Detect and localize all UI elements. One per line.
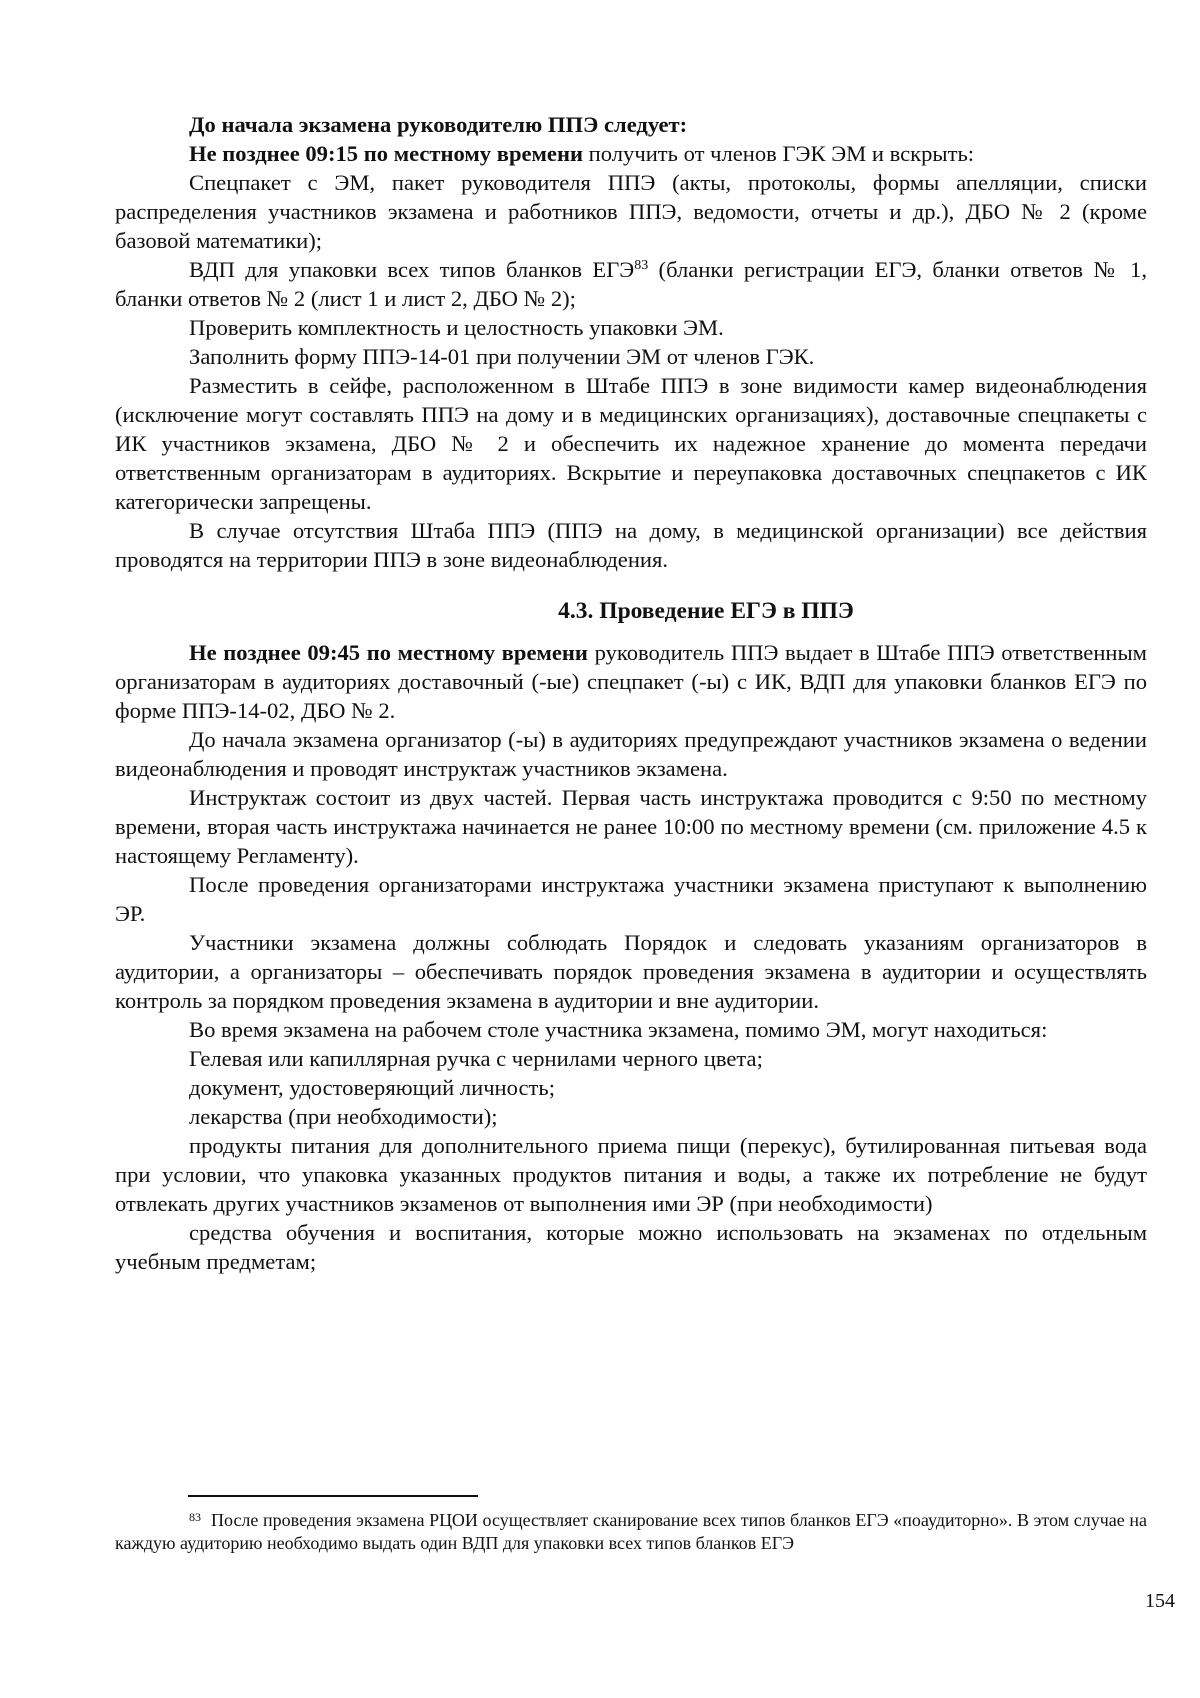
list-item-medicine: лекарства (при необходимости); xyxy=(189,1104,498,1129)
paragraph-specpacket: Спецпакет с ЭМ, пакет руководителя ППЭ (акты, протоколы, формы апелляции, списки распределения участников экзамена и работников ППЭ, ведомости, отчеты и др.), ДБО № 2 (кроме базовой математики); xyxy=(115,170,1147,253)
paragraph-deadline-0915 xyxy=(115,139,1147,168)
paragraph-no-hq: В случае отсутствия Штаба ППЭ (ППЭ на дому, в медицинской организации) все действия проводятся на территории ППЭ в зоне видеонаблюдения. xyxy=(115,518,1147,572)
list-item-food: продукты питания для дополнительного приема пищи (перекус), бутилированная питьевая вода при условии, что упаковка указанных продуктов питания и воды, а также их потребление не будут отвлекать других участников экзаменов от выполнения ими ЭР (при необходимости) xyxy=(115,1133,1147,1216)
document-body xyxy=(115,110,1147,1276)
paragraph-briefing: Инструктаж состоит из двух частей. Первая часть инструктажа проводится с 9:50 по местному времени, вторая часть инструктажа начинается не ранее 10:00 по местному времени (см. приложение 4.5 к настоящему Регламенту). xyxy=(115,785,1147,868)
paragraph-vdp xyxy=(115,255,1147,313)
list-item-pen: Гелевая или капиллярная ручка с чернилами черного цвета; xyxy=(189,1046,763,1071)
footnote-ref-83[interactable]: 83 xyxy=(634,258,649,273)
deadline-0915-bold: Не позднее 09:15 по местному времени xyxy=(189,141,584,166)
paragraph-rules: Участники экзамена должны соблюдать Порядок и следовать указаниям организаторов в аудитории, а организаторы – обеспечивать порядок проведения экзамена в аудитории и осуществлять контроль за порядком проведения экзамена в аудитории и вне аудитории. xyxy=(115,930,1147,1013)
footnote xyxy=(115,1509,1147,1555)
footnote-number: 83 xyxy=(189,1510,201,1524)
intro-heading: До начала экзамена руководителю ППЭ следует: xyxy=(189,112,688,137)
deadline-0945-text: руководитель ППЭ выдает в Штабе ППЭ ответственным организаторам в аудиториях доставочный (-ые) спецпакет (-ы) с ИК, ВДП для упаковки бланков ЕГЭ по форме ППЭ-14-02, ДБО № 2. xyxy=(115,640,1147,723)
paragraph-warning: До начала экзамена организатор (-ы) в аудиториях предупреждают участников экзамена о ведении видеонаблюдения и проводят инструктаж участников экзамена. xyxy=(115,727,1147,781)
footnote-text: После проведения экзамена РЦОИ осуществляет сканирование всех типов бланков ЕГЭ «поаудиторно». В этом случае на каждую аудиторию необходимо выдать один ВДП для упаковки всех типов бланков ЕГЭ xyxy=(115,1510,1147,1553)
section-heading: 4.3. Проведение ЕГЭ в ППЭ xyxy=(558,598,854,624)
paragraph-deadline-0945 xyxy=(115,638,1147,725)
paragraph-safe: Разместить в сейфе, расположенном в Штабе ППЭ в зоне видимости камер видеонаблюдения (исключение могут составлять ППЭ на дому и в медицинских организациях), доставочные спецпакеты с ИК участников экзамена, ДБО № 2 и обеспечить их надежное хранение до момента передачи ответственным организаторам в аудиториях. Вскрытие и переупаковка доставочных спецпакетов с ИК категорически запрещены. xyxy=(115,373,1147,514)
deadline-0915-text: получить от членов ГЭК ЭМ и вскрыть: xyxy=(583,141,975,166)
paragraph-check: Проверить комплектность и целостность упаковки ЭМ. xyxy=(189,315,724,340)
vdp-text-b: (бланки регистрации ЕГЭ, бланки ответов № 1, бланки ответов № 2 (лист 1 и лист 2, ДБО № 2); xyxy=(115,257,1147,311)
vdp-text-a: ВДП для упаковки всех типов бланков ЕГЭ xyxy=(189,257,635,282)
page-number: 154 xyxy=(1145,1590,1175,1612)
list-item-id: документ, удостоверяющий личность; xyxy=(189,1075,555,1100)
list-item-materials: средства обучения и воспитания, которые можно использовать на экзаменах по отдельным учебным предметам; xyxy=(115,1220,1147,1274)
deadline-0945-bold: Не позднее 09:45 по местному времени xyxy=(189,640,588,665)
paragraph-form: Заполнить форму ППЭ-14-01 при получении ЭМ от членов ГЭК. xyxy=(189,344,815,369)
footnote-divider xyxy=(188,1495,478,1497)
paragraph-desk-items: Во время экзамена на рабочем столе участника экзамена, помимо ЭМ, могут находиться: xyxy=(189,1017,1048,1042)
paragraph-start-work: После проведения организаторами инструктажа участники экзамена приступают к выполнению ЭР. xyxy=(115,872,1147,926)
